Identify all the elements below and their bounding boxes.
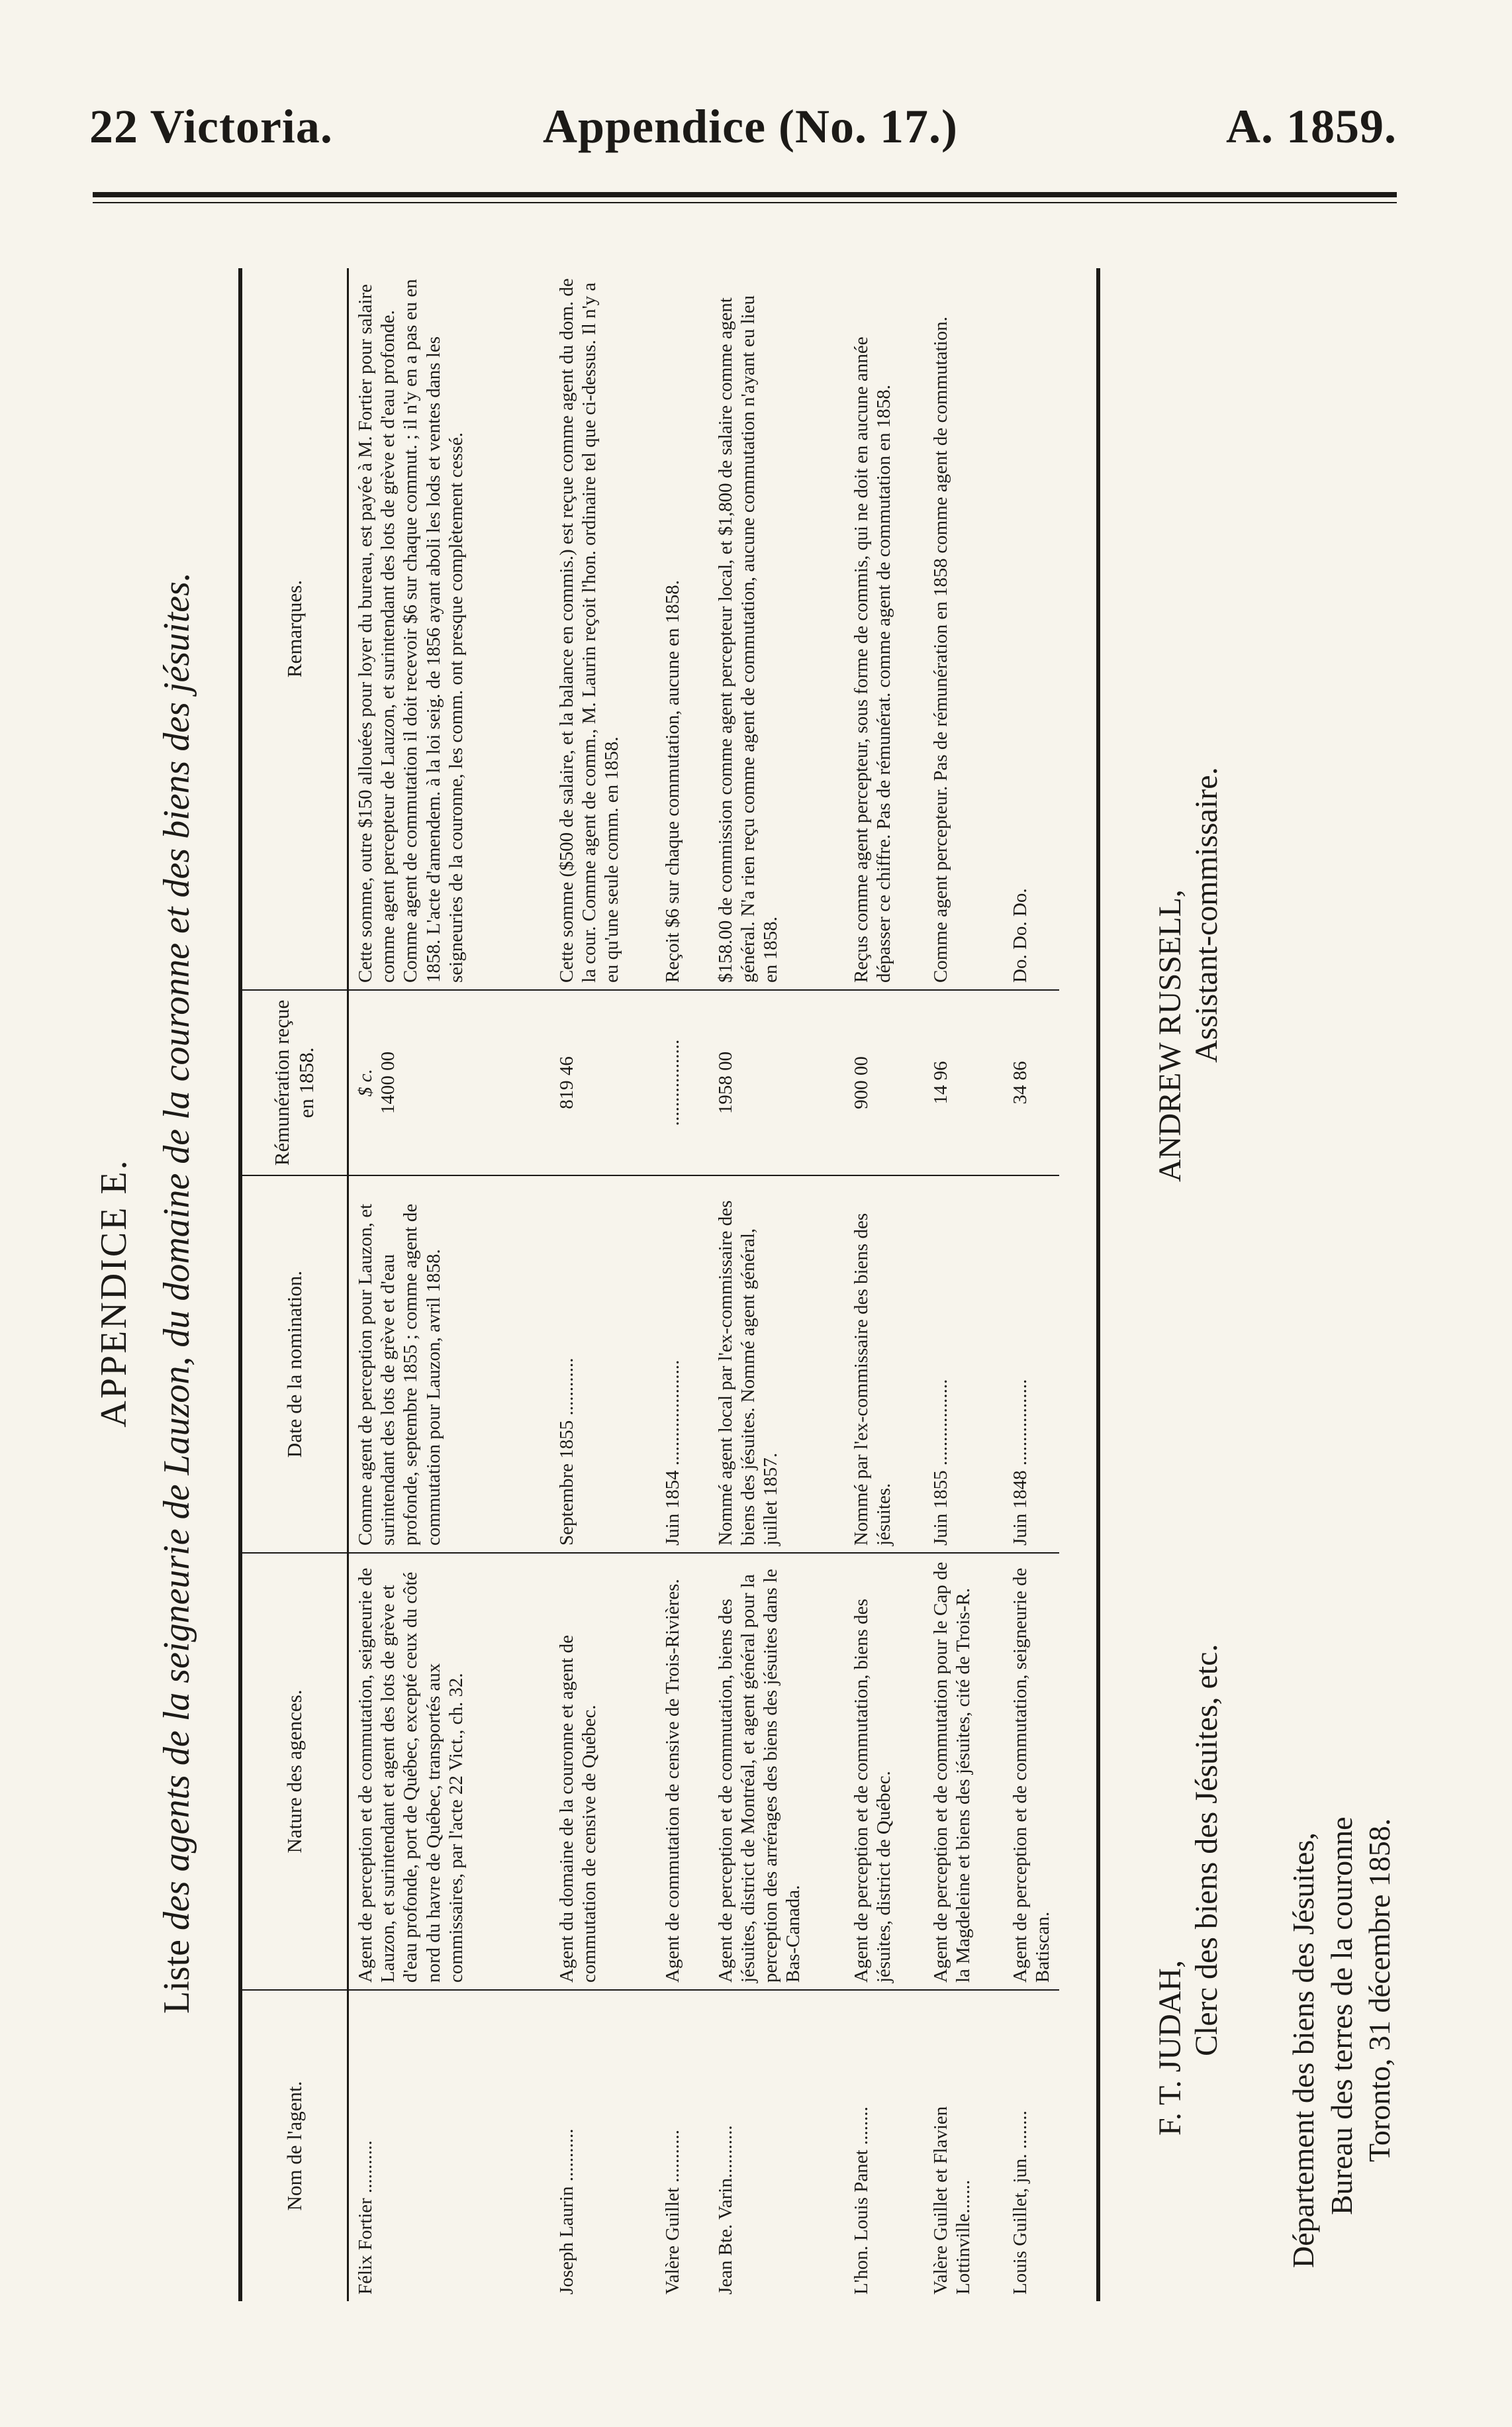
table-row — [550, 268, 656, 2301]
list-title-rest: des agents de la seigneurie de Lauzon, du domaine de la couronne et des biens des jésuites. — [156, 572, 197, 1940]
session-label: 22 Victoria. — [89, 100, 333, 153]
department-line-1: Département des biens des Jésuites, — [1286, 1832, 1320, 2268]
nomination-date: Juin 1854 ...................... — [656, 1175, 709, 1553]
remarks: Comme agent percepteur. Pas de rémunération en 1858 comme agent de commutation. — [929, 317, 951, 983]
list-title — [156, 225, 198, 2361]
commissioner-name: ANDREW RUSSELL, — [1153, 889, 1188, 1182]
agent-name: L'hon. Louis Panet ........ — [845, 1990, 924, 2301]
department-block — [1284, 1816, 1399, 2268]
col-header-nature: Nature des agences. — [242, 1553, 348, 1990]
col-header-date: Date de la nomination. — [242, 1175, 348, 1553]
remuneration: 1958 00 — [709, 990, 845, 1175]
money-unit: $ c. — [355, 1069, 376, 1097]
clerk-name: F. T. JUDAH, — [1153, 1959, 1188, 2136]
table-row — [845, 268, 924, 2301]
nomination-date: Nommé par l'ex-commissaire des biens des jésuites. — [845, 1175, 924, 1553]
department-line-2: Bureau des terres de la couronne — [1324, 1816, 1358, 2215]
remuneration: 900 00 — [845, 990, 924, 1175]
agency-nature: Agent de perception et de commutation, biens des jésuites, district de Québec. — [845, 1553, 924, 1990]
list-title-lead: Liste — [156, 1939, 197, 2014]
col-header-name: Nom de l'agent. — [242, 1990, 348, 2301]
remarks: $158.00 de commission comme agent percepteur local, et $1,800 de salaire comme agent général. N'a rien reçu comme agent de commutation, aucune commutation n'ayant eu lieu en 1858. — [714, 295, 781, 983]
agent-name: Joseph Laurin ........... — [550, 1990, 656, 2301]
appendix-number: Appendice (No. 17.) — [543, 100, 958, 153]
remarks: Do. Do. Do. — [1009, 888, 1031, 983]
rotated-frame — [93, 225, 1397, 2361]
department-line-3: Toronto, 31 décembre 1858. — [1362, 1818, 1396, 2162]
nomination-date: Juin 1855 .................. — [924, 1175, 1004, 1553]
header-rule-thick — [93, 192, 1397, 197]
remuneration: .................. — [656, 990, 709, 1175]
agent-name: Valère Guillet ........... — [656, 1990, 709, 2301]
agent-name: Jean Bte. Varin........... — [709, 1990, 845, 2301]
agency-nature: Agent de perception et de commutation, biens des jésuites, district de Montréal, et agent général pour la perception des arrérages des biens des jésuites dans le Bas-Canada. — [709, 1553, 845, 1990]
nomination-date: Septembre 1855 ............ — [550, 1175, 656, 1553]
col-header-remarks: Remarques. — [242, 268, 348, 990]
agency-nature: Agent de perception et de commutation, seigneurie de Lauzon, et surintendant et agent des lots de grève et d'eau profonde, port de Québec, excepté ceux du côté nord du havre de Québec, transportés aux commissaires, par l'acte 22 Vict., ch. 32. — [348, 1553, 550, 1990]
nomination-date: Comme agent de perception pour Lauzon, et surintendant des lots de grève et d'eau profonde, septembre 1855 ; comme agent de commutation pour Lauzon, avril 1858. — [348, 1175, 550, 1553]
remuneration: 819 46 — [550, 990, 656, 1175]
nomination-date: Juin 1848 .................. — [1004, 1175, 1059, 1553]
agency-nature: Agent de commutation de censive de Trois-Rivières. — [656, 1553, 709, 1990]
table-row — [709, 268, 845, 2301]
remarks: Cette somme ($500 de salaire, et la balance en commis.) est reçue comme agent du dom. de la cour. Comme agent de comm., M. Laurin reçoit l'hon. ordinaire tel que ci-dessus. Il n'y a eu qu'une seule comm. en 1858. — [555, 278, 622, 983]
clerk-title: Clerc des biens des Jésuites, etc. — [1189, 1644, 1224, 2056]
remarks: Cette somme, outre $150 allouées pour loyer du bureau, est payée à M. Fortier pour salaire comme agent percepteur de Lauzon, et surintendant des lots de grève et d'eau profonde. Comme agent de commutation il doit recevoir $6 sur chaque commut. ; il n'y en a pas eu en 1858. L'acte d'amendem. à la loi seig. de 1856 ayant aboli les lods et ventes dans les seigneuries de la couronne, les comm. ont presque complètement cessé. — [355, 279, 467, 983]
agents-table — [242, 268, 1059, 2301]
clerk-signature — [1152, 1644, 1225, 2136]
agent-name: Félix Fortier ........... — [348, 1990, 550, 2301]
page-header — [89, 99, 1397, 166]
table-row — [656, 268, 709, 2301]
appendix-title: APPENDICE E. — [93, 1158, 134, 1428]
table-row — [924, 268, 1004, 2301]
header-rule-thin — [93, 202, 1397, 203]
remuneration — [348, 990, 550, 1175]
remuneration-value: 1400 00 — [377, 1051, 399, 1114]
table-row — [1004, 268, 1059, 2301]
remarks: Reçus comme agent percepteur, sous forme de commis, qui ne doit en aucune année dépasser ce chiffre. Pas de rémunérat. comme agent de commutation en 1858. — [850, 336, 894, 983]
agent-name: Louis Guillet, jun. ........ — [1004, 1990, 1059, 2301]
remuneration: 14 96 — [924, 990, 1004, 1175]
year-label: A. 1859. — [1226, 100, 1397, 153]
agent-name: Valère Guillet et Flavien Lottinville....... — [924, 1990, 1004, 2301]
agency-nature: Agent de perception et de commutation pour le Cap de la Magdeleine et biens des jésuites, cité de Trois-R. — [924, 1553, 1004, 1990]
remuneration: 34 86 — [1004, 990, 1059, 1175]
agents-table-frame — [238, 268, 1100, 2301]
agency-nature: Agent du domaine de la couronne et agent de commutation de censive de Québec. — [550, 1553, 656, 1990]
table-row — [348, 268, 550, 2301]
rotated-page-content — [93, 225, 1397, 2361]
table-header-row — [242, 268, 348, 2301]
nomination-date: Nommé agent local par l'ex-commissaire des biens des jésuites. Nommé agent général, juillet 1857. — [709, 1175, 845, 1553]
agency-nature: Agent de perception et de commutation, seigneurie de Batiscan. — [1004, 1553, 1059, 1990]
remarks: Reçoit $6 sur chaque commutation, aucune en 1858. — [661, 579, 683, 983]
commissioner-signature — [1152, 454, 1225, 1182]
col-header-amount: Rémunération reçue en 1858. — [242, 990, 348, 1175]
commissioner-title: Assistant-commissaire. — [1189, 767, 1224, 1063]
